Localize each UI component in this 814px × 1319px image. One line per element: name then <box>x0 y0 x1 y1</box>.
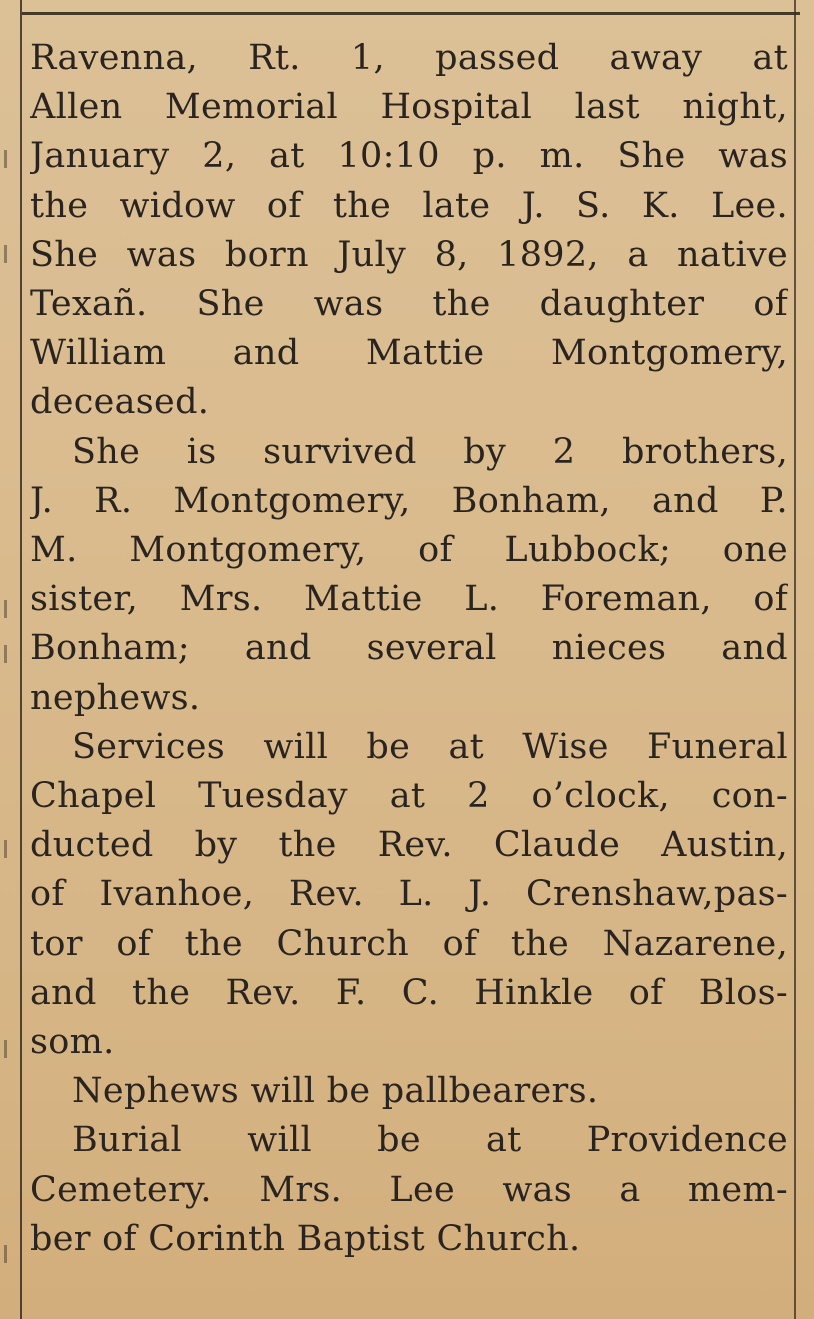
obituary-paragraph <box>30 723 788 1067</box>
text-line: She was born July 8, 1892, a native <box>30 234 788 275</box>
text-line: J. R. Montgomery, Bonham, and P. <box>30 480 788 521</box>
text-line: Cemetery. Mrs. Lee was a mem- <box>30 1169 788 1210</box>
text-line: and the Rev. F. C. Hinkle of Blos- <box>30 972 788 1013</box>
left-column-rule <box>20 0 22 1319</box>
text-line: Nephews will be pallbearers. <box>72 1071 599 1112</box>
text-line: Services will be at Wise Funeral <box>72 726 788 767</box>
right-column-rule <box>794 0 796 1319</box>
obituary-paragraph <box>30 34 788 428</box>
top-column-rule <box>22 0 800 15</box>
left-edge-marks <box>4 0 14 1319</box>
text-line: nephews. <box>30 677 201 718</box>
text-line: deceased. <box>30 382 210 423</box>
obituary-paragraph <box>30 428 788 723</box>
obituary-paragraph <box>30 1116 788 1264</box>
obituary-paragraph <box>30 1067 788 1116</box>
text-line: Burial will be at Providence <box>72 1120 788 1161</box>
text-line: M. Montgomery, of Lubbock; one <box>30 530 788 571</box>
text-line: Bonham; and several nieces and <box>30 628 788 669</box>
text-line: She is survived by 2 brothers, <box>72 431 788 472</box>
text-line: William and Mattie Montgomery, <box>30 333 788 374</box>
text-line: ducted by the Rev. Claude Austin, <box>30 825 788 866</box>
obituary-article <box>30 34 788 1264</box>
text-line: Ravenna, Rt. 1, passed away at <box>30 38 788 78</box>
text-line: tor of the Church of the Nazarene, <box>30 923 788 964</box>
text-line: Allen Memorial Hospital last night, <box>30 87 788 128</box>
text-line: the widow of the late J. S. K. Lee. <box>30 185 788 226</box>
text-line: of Ivanhoe, Rev. L. J. Crenshaw,pas- <box>30 874 788 915</box>
text-line: Texañ. She was the daughter of <box>30 284 788 325</box>
text-line: January 2, at 10:10 p. m. She was <box>30 136 788 177</box>
text-line: sister, Mrs. Mattie L. Foreman, of <box>30 579 788 620</box>
text-line: ber of Corinth Baptist Church. <box>30 1218 581 1259</box>
text-line: Chapel Tuesday at 2 o’clock, con- <box>30 776 788 817</box>
text-line: som. <box>30 1022 115 1063</box>
